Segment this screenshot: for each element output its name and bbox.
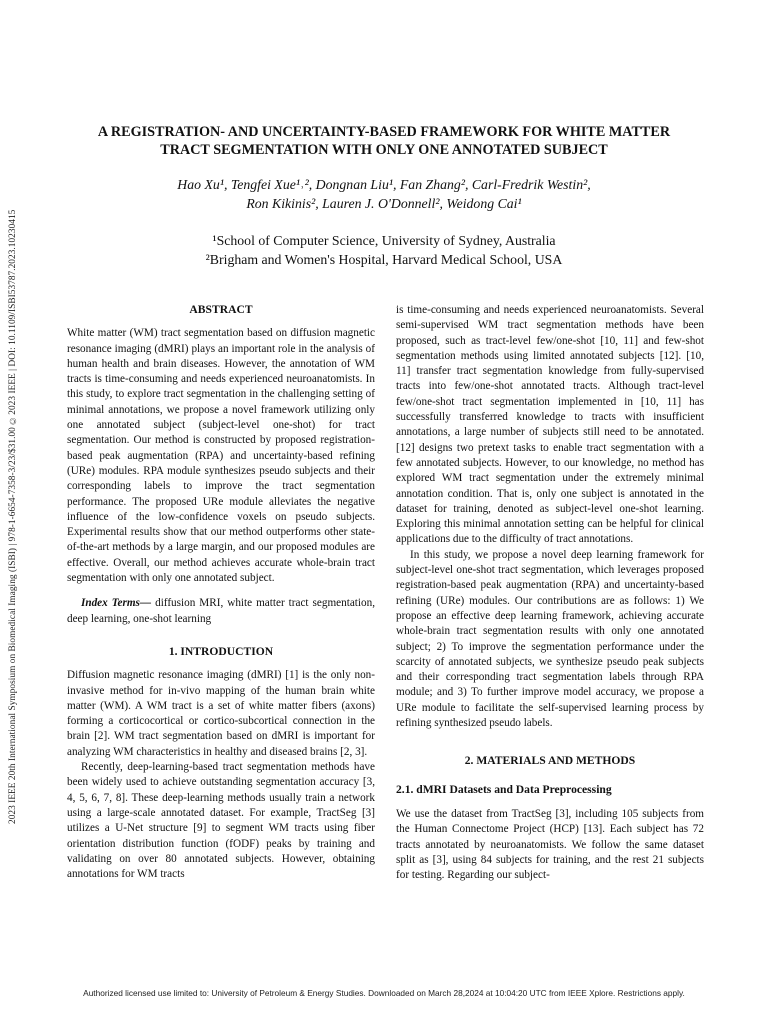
index-terms-text: diffusion MRI, white matter tract segmentation, deep learning, one-shot learning — [67, 597, 375, 625]
left-column — [67, 302, 375, 882]
methods-heading: 2. MATERIALS AND METHODS — [464, 754, 636, 768]
introduction-heading: 1. INTRODUCTION — [168, 644, 274, 658]
authors-line-1: Hao Xu¹, Tengfei Xue¹˒², Dongnan Liu¹, Fan Zhang², Carl-Fredrik Westin², — [177, 177, 591, 192]
methods-paragraph-1: We use the dataset from TractSeg [3], including 105 subjects from the Human Connectome Project (HCP) [13]. Each subject has 72 tracts annotated by neuroanatomists. We follow the same dataset split as [3], using 84 subjects for training, and the rest 21 subjects for testing. Regarding our subject- — [396, 807, 704, 882]
index-terms-label: Index Terms— — [81, 597, 152, 610]
abstract-body: White matter (WM) tract segmentation based on diffusion magnetic resonance imaging (dMRI) plays an important role in the analysis of human health and brain diseases. However, the annotation of WM tracts is time-consuming and needs experienced neuroanatomists. In this study, to explore tract segmentation in the challenging setting of minimal annotations, we propose a novel framework utilizing only one annotated subject (subject-level one-shot) for tract segmentation. Our method is constructed by proposed registration-based peak augmentation (RPA) and uncertainty-based refining (URe) modules. RPA module synthesizes pseudo subjects and their corresponding labels to improve the tract segmentation performance. The proposed URe module alleviates the negative influence of the low-confidence voxels on pseudo subjects. Experimental results show that our method outperforms other state-of-the-art methods by a large margin, and our proposed modules are effective. Overall, our method achieves accurate whole-brain tract segmentation with only one annotated subject. — [67, 327, 375, 585]
intro-paragraph-1: Diffusion magnetic resonance imaging (dMRI) [1] is the only non-invasive method for in-vivo mapping of the human brain white matter (WM). A WM tract is a set of white matter fibers (axons) forming a corticocortical or cortico-subcortical connection in the brain [2]. WM tract segmentation based on dMRI is important for analyzing WM characteristics in healthy and diseased brains [2, 3]. — [67, 669, 375, 758]
authors-line-2: Ron Kikinis², Lauren J. O'Donnell², Weidong Cai¹ — [246, 196, 522, 211]
paper-title — [60, 123, 708, 159]
title-line-2: TRACT SEGMENTATION WITH ONLY ONE ANNOTATED SUBJECT — [160, 142, 608, 158]
index-terms — [67, 596, 375, 627]
intro-paragraph-3: is time-consuming and needs experienced neuroanatomists. Several semi-supervised WM tract segmentation methods have been proposed, such as tract-level few/one-shot [10, 11] and few-shot segmentation methods using limited annotated subjects [12]. [10, 11] transfer tract segmentation knowledge from fully-supervised tracts into few/one-shot annotated tracts. Although tract-level few/one-shot tract segmentation implemented in [10, 11] has successfully transferred knowledge to tracts with insufficient annotations, a large number of subjects still need to be annotated. [12] designs two pretext tasks to enable tract segmentation with a few annotated subjects. However, to our knowledge, no method has explored WM tract segmentation under the extremely minimal annotation condition. That is, only one subject is annotated in the dataset for training, denoted as subject-level one-shot learning. Exploring this minimal annotation setting can be helpful for clinical applications due to the difficulty of tract annotations. — [396, 304, 704, 546]
right-column — [396, 303, 704, 883]
license-footer: Authorized licensed use limited to: University of Petroleum & Energy Studies. Downloaded on March 28,2024 at 10:04:20 UTC from IEEE Xplore. Restrictions apply. — [83, 988, 685, 998]
datasets-subheading: 2.1. dMRI Datasets and Data Preprocessing — [396, 782, 612, 796]
abstract-heading: ABSTRACT — [189, 303, 253, 316]
doi-side-note: 2023 IEEE 20th International Symposium on Biomedical Imaging (ISBI) | 978-1-6654-7358-3/23/$31.00 ©2023 IEEE | DOI: 10.1109/ISBI53787.2023.10230415 — [8, 209, 18, 825]
intro-paragraph-4: In this study, we propose a novel deep learning framework for subject-level one-shot tract segmentation, which leverages proposed registration-based peak augmentation (RPA) and uncertainty-based refining (URe) modules. Our contributions are as follows: 1) We propose an effective deep learning framework, achieving accurate whole-brain tract segmentation results with only one annotated subject; 2) To improve the segmentation performance under the scarcity of annotated subjects, we synthesize pseudo peak subjects and their corresponding tract segmentation labels through RPA module; and 3) To further improve model accuracy, we propose a URe module to facilitate the self-supervised learning process by refining synthesized pseudo labels. — [396, 548, 704, 730]
intro-paragraph-2: Recently, deep-learning-based tract segmentation methods have been widely used to achieve outstanding segmentation accuracy [3, 4, 5, 6, 7, 8]. These deep-learning methods usually train a network using a large-scale annotated dataset. For example, TractSeg [3] utilizes a U-Net structure [9] to segment WM tracts using fiber orientation distribution function (fODF) peaks by training and validating on over 80 annotated subjects. However, obtaining annotations for WM tracts — [67, 761, 375, 881]
affiliations — [60, 231, 708, 269]
affiliation-2: ²Brigham and Women's Hospital, Harvard Medical School, USA — [205, 252, 563, 267]
title-line-1: A REGISTRATION- AND UNCERTAINTY-BASED FRAMEWORK FOR WHITE MATTER — [97, 124, 671, 140]
author-list — [60, 175, 708, 213]
affiliation-1: ¹School of Computer Science, University of Sydney, Australia — [212, 233, 556, 248]
